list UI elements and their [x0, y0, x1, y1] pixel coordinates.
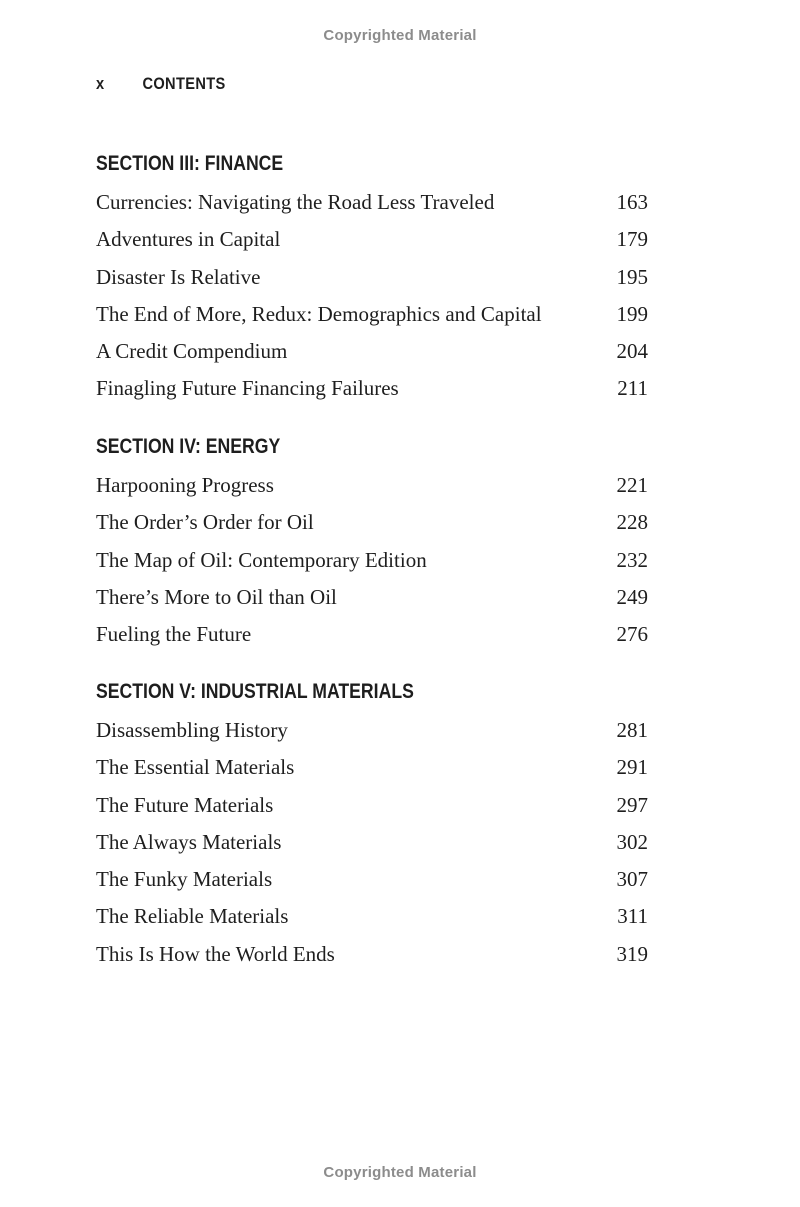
- chapter-title: The Reliable Materials: [96, 904, 289, 929]
- chapter-page-number: 163: [616, 190, 648, 214]
- section-heading: SECTION V: INDUSTRIAL MATERIALS: [96, 680, 414, 703]
- chapter-title: Adventures in Capital: [96, 227, 281, 252]
- copyright-watermark-top: Copyrighted Material: [323, 27, 477, 44]
- chapter-title: The End of More, Redux: Demographics and Capital: [96, 301, 542, 326]
- chapter-page-number: 302: [616, 829, 648, 854]
- chapter-title: The Map of Oil: Contemporary Edition: [96, 547, 427, 572]
- chapter-page-number: 199: [616, 301, 648, 326]
- toc-entry[interactable]: [96, 712, 648, 749]
- chapter-page-number: 232: [616, 547, 648, 572]
- toc-entry[interactable]: [96, 504, 648, 541]
- chapter-page-number: 249: [616, 584, 648, 609]
- toc-entry[interactable]: [96, 749, 648, 786]
- chapter-page-number: 228: [616, 510, 648, 535]
- chapter-page-number: 291: [616, 755, 648, 780]
- chapter-title: Currencies: Navigating the Road Less Traveled: [96, 190, 495, 214]
- page-number: x: [96, 74, 105, 93]
- section-heading: SECTION IV: ENERGY: [96, 435, 281, 458]
- chapter-page-number: 311: [617, 904, 648, 929]
- chapter-page-number: 281: [616, 718, 648, 742]
- chapter-page-number: 319: [616, 941, 648, 966]
- section-finance: [96, 150, 648, 408]
- chapter-title: The Future Materials: [96, 792, 274, 817]
- chapter-page-number: 204: [616, 339, 648, 364]
- chapter-title: The Always Materials: [96, 829, 282, 854]
- toc-entry[interactable]: [96, 184, 648, 221]
- toc-entry[interactable]: [96, 259, 648, 296]
- toc-entry[interactable]: [96, 936, 648, 973]
- copyright-watermark-bottom: Copyrighted Material: [323, 1164, 477, 1181]
- chapter-title: Fueling the Future: [96, 622, 252, 647]
- chapter-title: Disaster Is Relative: [96, 264, 261, 289]
- toc-entry[interactable]: [96, 824, 648, 861]
- chapter-page-number: 307: [616, 867, 648, 892]
- chapter-title: A Credit Compendium: [96, 339, 288, 364]
- chapter-page-number: 276: [616, 622, 648, 647]
- section-energy: [96, 433, 648, 653]
- chapter-title: The Funky Materials: [96, 867, 273, 892]
- toc-entry-list: [96, 184, 648, 408]
- chapter-page-number: 179: [616, 227, 648, 252]
- toc-entry[interactable]: [96, 221, 648, 258]
- chapter-page-number: 297: [616, 792, 648, 817]
- chapter-page-number: 221: [616, 473, 648, 497]
- chapter-title: Finagling Future Financing Failures: [96, 376, 399, 401]
- chapter-page-number: 211: [617, 376, 648, 401]
- running-head: [96, 74, 226, 94]
- toc-entry[interactable]: [96, 898, 648, 935]
- section-heading: SECTION III: FINANCE: [96, 152, 284, 175]
- toc-entry[interactable]: [96, 370, 648, 407]
- chapter-title: There’s More to Oil than Oil: [96, 584, 337, 609]
- toc-entry[interactable]: [96, 787, 648, 824]
- toc-entry[interactable]: [96, 861, 648, 898]
- toc-entry[interactable]: [96, 467, 648, 504]
- chapter-title: The Essential Materials: [96, 755, 295, 780]
- toc-entry[interactable]: [96, 616, 648, 653]
- chapter-title: The Order’s Order for Oil: [96, 510, 314, 535]
- chapter-title: This Is How the World Ends: [96, 941, 335, 966]
- toc-entry-list: [96, 467, 648, 653]
- toc-entry[interactable]: [96, 333, 648, 370]
- toc-entry-list: [96, 712, 648, 973]
- section-industrial-materials: [96, 678, 648, 973]
- toc-entry[interactable]: [96, 579, 648, 616]
- running-head-title: CONTENTS: [142, 74, 226, 93]
- chapter-page-number: 195: [616, 264, 648, 289]
- toc-entry[interactable]: [96, 296, 648, 333]
- toc-entry[interactable]: [96, 542, 648, 579]
- chapter-title: Disassembling History: [96, 718, 288, 742]
- chapter-title: Harpooning Progress: [96, 473, 274, 497]
